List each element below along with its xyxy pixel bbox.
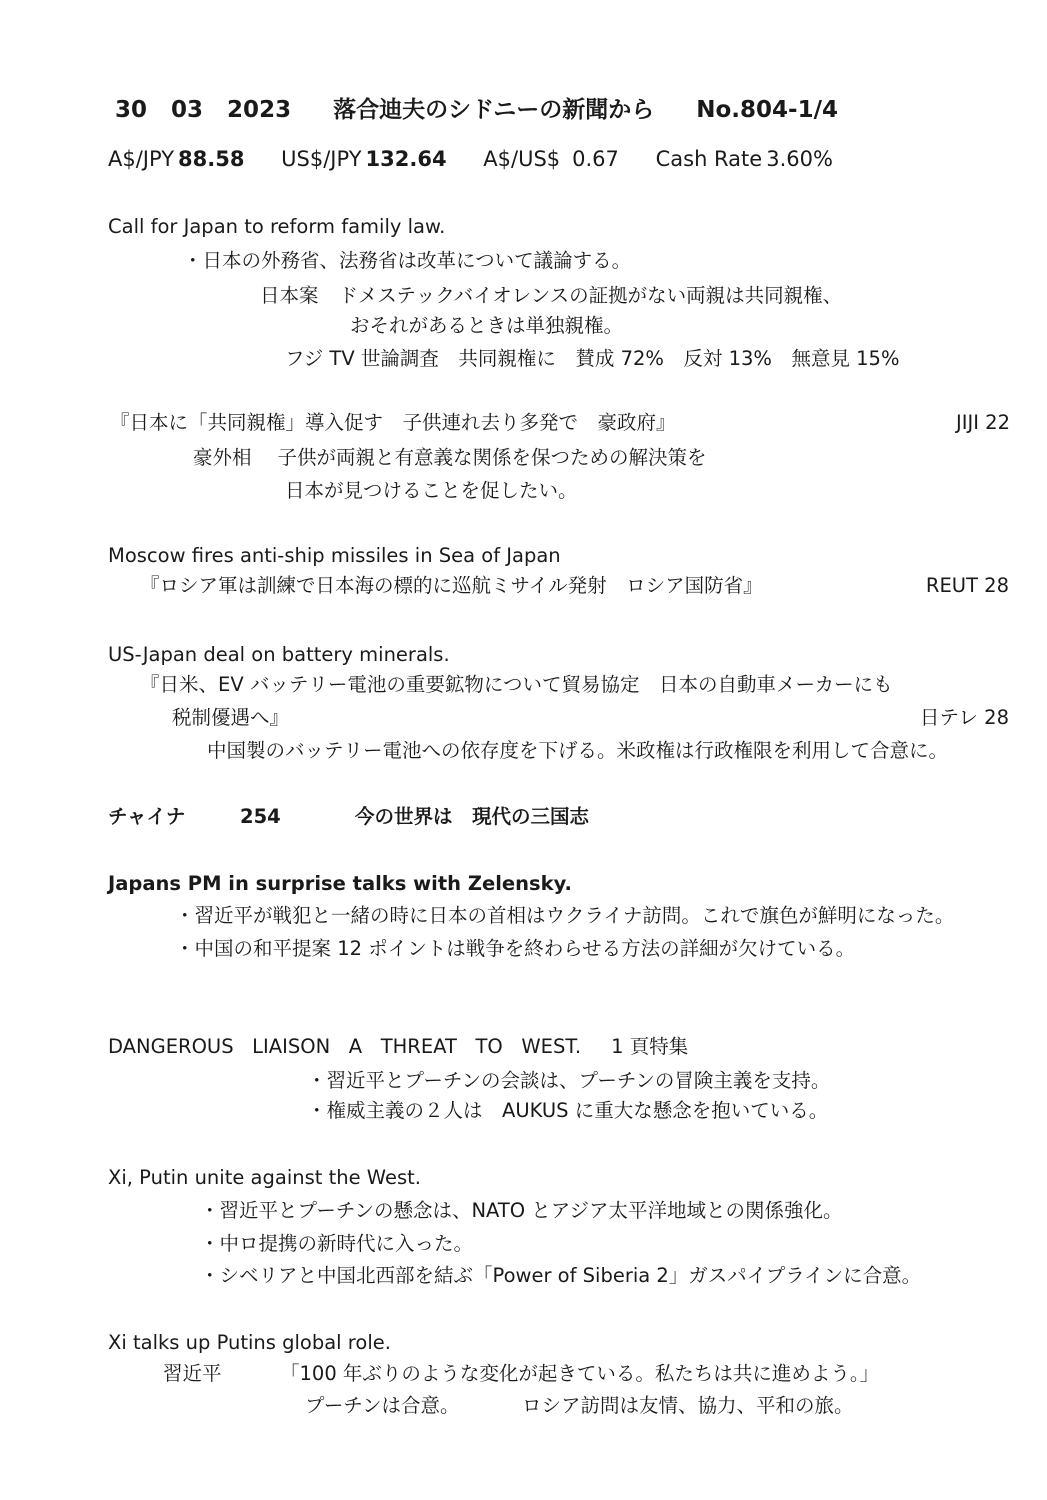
rate-value: 3.60% (766, 147, 833, 171)
s4-source: 日テレ 28 (919, 706, 1009, 729)
s7-headline (108, 1034, 688, 1060)
s8-headline: Xi, Putin unite against the West. (108, 1166, 421, 1189)
rate-label: A$/JPY (108, 147, 175, 171)
s3-source: REUT 28 (925, 574, 1009, 597)
s5-text: 今の世界は 現代の三国志 (355, 805, 590, 828)
header-title: 落合迪夫のシドニーの新聞から (333, 97, 655, 123)
s9-line2b: ロシア訪問は友情、協力、平和の旅。 (522, 1394, 854, 1417)
s5-label: チャイナ (108, 805, 186, 828)
s3-line1: 『ロシア軍は訓練で日本海の標的に巡航ミサイル発射 ロシア国防省』 (140, 574, 763, 597)
s2-line1-label: 豪外相 (193, 446, 252, 469)
s2-line2: 日本が見つけることを促したい。 (285, 479, 578, 502)
s9-headline: Xi talks up Putins global role. (108, 1331, 391, 1354)
s9-line1: 「100 年ぶりのような変化が起きている。私たちは共に進めよう。」 (280, 1362, 880, 1385)
s2-source: JIJI 22 (955, 411, 1010, 434)
exchange-rates (108, 146, 833, 172)
s1-line2-label: 日本案 (260, 284, 319, 307)
s1-line3: おそれがあるときは単独親権。 (350, 314, 624, 337)
s4-line3: 中国製のバッテリー電池への依存度を下げる。米政権は行政権限を利用して合意に。 (207, 739, 949, 762)
s6-line1: ・習近平が戦犯と一緒の時に日本の首相はウクライナ訪問。これで旗色が鮮明になった。 (175, 904, 955, 927)
s2-line1 (193, 445, 707, 471)
s2-line1-text: 子供が両親と有意義な関係を保つための解決策を (277, 446, 707, 469)
header-date: 30 03 2023 (115, 97, 292, 123)
s9-line2a: プーチンは合意。 (305, 1394, 460, 1417)
s5-number: 254 (240, 805, 281, 828)
s8-line2: ・中ロ提携の新時代に入った。 (200, 1232, 474, 1255)
s9-line1-label: 習近平 (163, 1362, 222, 1385)
s8-line1: ・習近平とプーチンの懸念は、NATO とアジア太平洋地域との関係強化。 (200, 1199, 843, 1222)
rate-label: Cash Rate (655, 147, 763, 171)
rate-value: 0.67 (572, 147, 619, 171)
s3-headline: Moscow fires anti-ship missiles in Sea of Japan (108, 544, 561, 567)
s1-line2 (260, 283, 842, 309)
s2-headline: 『日本に「共同親権」導入促す 子供連れ去り多発で 豪政府』 (110, 411, 676, 434)
s7-line2: ・権威主義の２人は AUKUS に重大な懸念を抱いている。 (307, 1099, 829, 1122)
page-header (115, 97, 838, 123)
s7-line1: ・習近平とプーチンの会談は、プーチンの冒険主義を支持。 (307, 1069, 831, 1092)
s1-line4: フジ TV 世論調査 共同親権に 賛成 72% 反対 13% 無意見 15% (285, 347, 900, 370)
s6-line2: ・中国の和平提案 12 ポイントは戦争を終わらせる方法の詳細が欠けている。 (175, 937, 856, 960)
s4-line1: 『日米、EV バッテリー電池の重要鉱物について貿易協定 日本の自動車メーカーにも (140, 673, 893, 696)
s6-headline: Japans PM in surprise talks with Zelensky. (108, 872, 572, 895)
s8-line3: ・シベリアと中国北西部を結ぶ「Power of Siberia 2」ガスパイプラインに合意。 (200, 1264, 922, 1287)
s1-line1: ・日本の外務省、法務省は改革について議論する。 (183, 249, 632, 272)
rate-value: 88.58 (178, 147, 245, 171)
s7-headline-text: DANGEROUS LIAISON A THREAT TO WEST. (108, 1035, 582, 1058)
s1-line2-text: ドメステックバイオレンスの証拠がない両親は共同親権、 (338, 284, 843, 307)
header-issue: No.804-1/4 (696, 97, 838, 123)
rate-label: A$/US$ (483, 147, 561, 171)
s4-line2: 税制優遇へ』 (172, 706, 290, 729)
rate-value: 132.64 (365, 147, 447, 171)
s1-headline: Call for Japan to reform family law. (108, 215, 446, 238)
rate-label: US$/JPY (281, 147, 362, 171)
s4-headline: US-Japan deal on battery minerals. (108, 643, 450, 666)
s7-tag: 1 頁特集 (611, 1035, 689, 1058)
